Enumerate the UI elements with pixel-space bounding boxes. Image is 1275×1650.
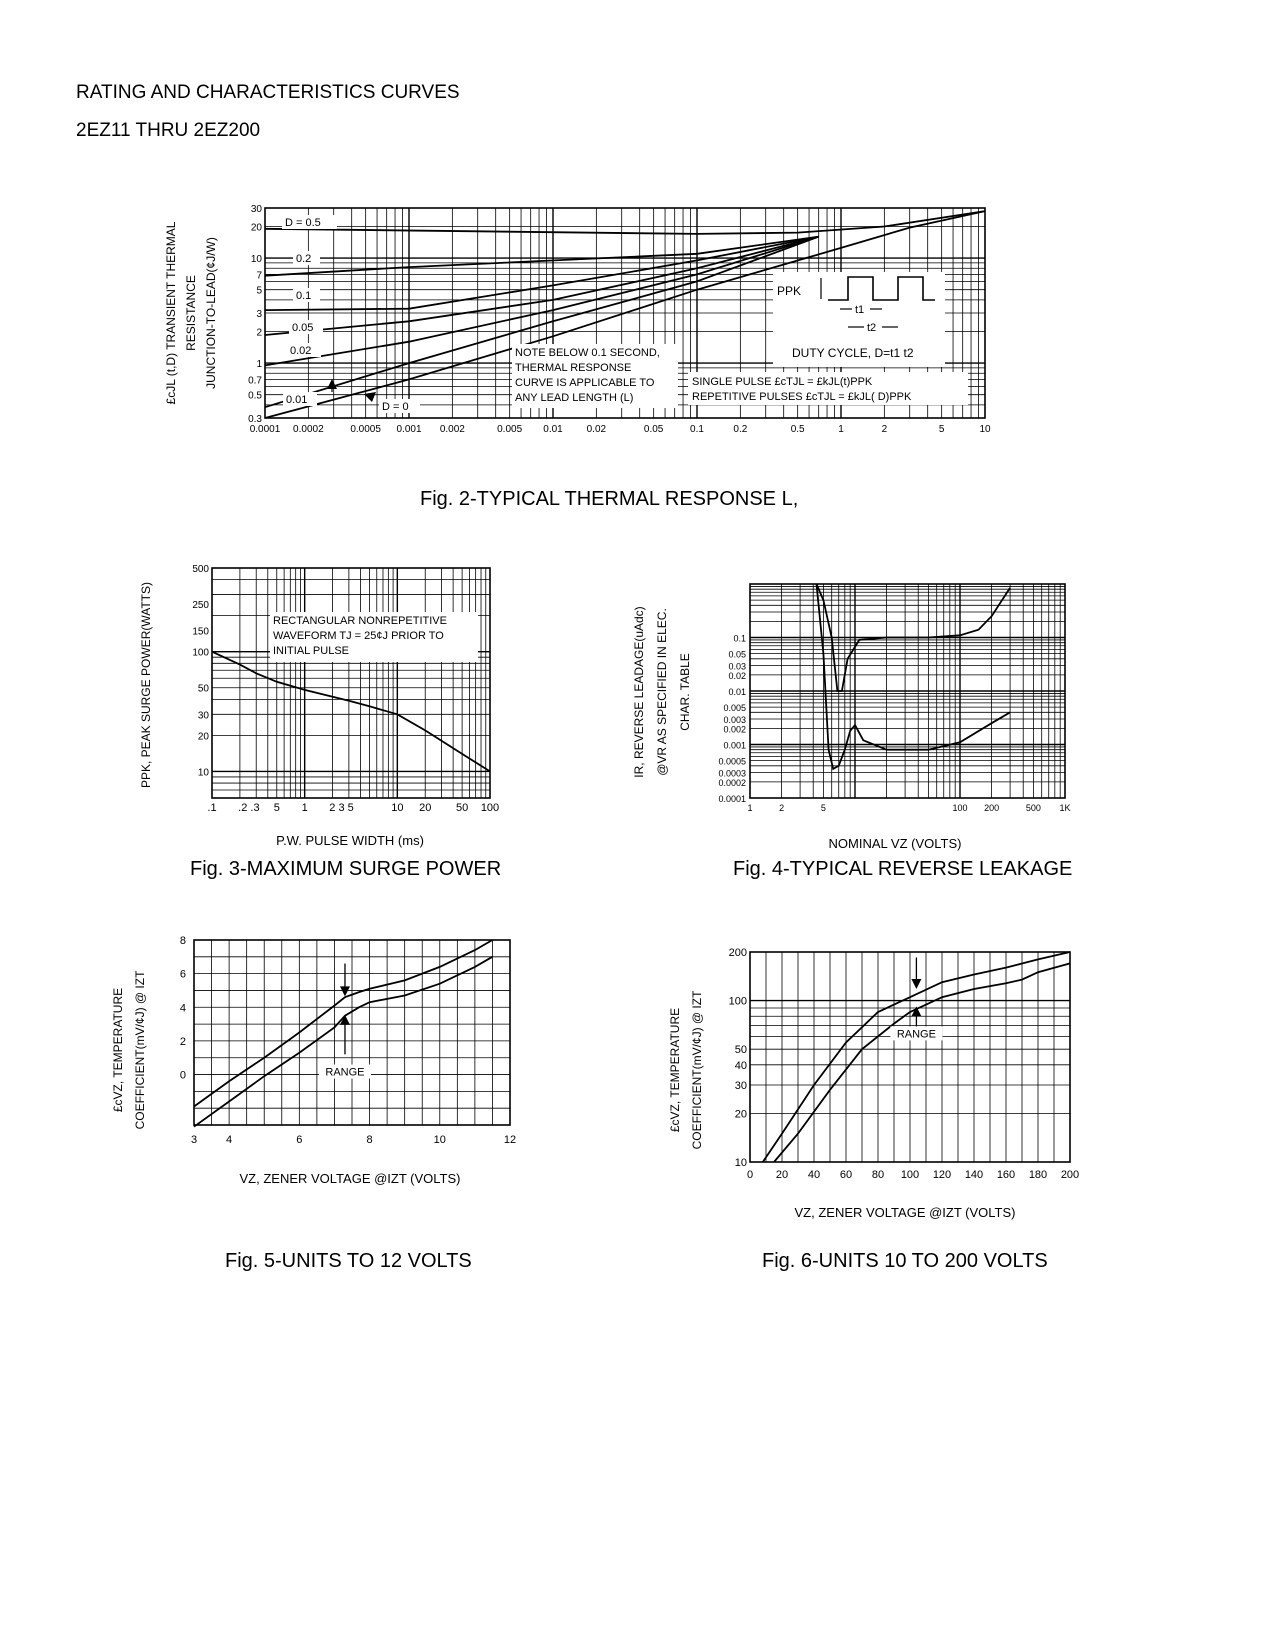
- fig2-xtick-label: 0.02: [586, 424, 607, 435]
- fig3-ytick-label: 30: [197, 710, 209, 722]
- page-title: RATING AND CHARACTERISTICS CURVES: [76, 82, 460, 103]
- fig3-ytick-label: 50: [197, 683, 209, 695]
- fig2-ytick-label: 0.5: [248, 390, 262, 402]
- fig3-ytick-label: 500: [192, 564, 209, 575]
- fig5-xlabel: VZ, ZENER VOLTAGE @IZT (VOLTS): [239, 1171, 461, 1186]
- fig2-curve-label: 0.05: [292, 322, 314, 334]
- fig2-curve-label: 0.01: [286, 394, 308, 406]
- fig6-xtick-label: 100: [900, 1169, 920, 1181]
- fig6-xtick-label: 120: [932, 1169, 952, 1181]
- fig5-ytick-label: 0: [179, 1069, 186, 1082]
- fig3-ytick-label: 100: [192, 647, 209, 659]
- fig6-xtick-label: 180: [1028, 1169, 1048, 1181]
- fig5-xtick-label: 6: [296, 1134, 303, 1146]
- fig2-xtick-label: 0.1: [690, 424, 704, 435]
- fig5-xtick-label: 10: [433, 1134, 446, 1146]
- fig6-xtick-label: 60: [839, 1169, 853, 1181]
- fig5-ylabel: COEFFICIENT(mV/¢J) @ IZT: [133, 970, 147, 1130]
- fig4-ytick-label: 0.0003: [718, 768, 746, 779]
- fig5-xtick-label: 12: [503, 1134, 517, 1146]
- fig2-ylabel: RESISTANCE: [184, 275, 198, 351]
- fig2-curve-label: 0.2: [296, 253, 312, 265]
- fig4-ytick-label: 0.05: [728, 649, 746, 660]
- fig4-ytick-label: 0.005: [723, 703, 746, 714]
- fig3-ylabel: PPK, PEAK SURGE POWER(WATTS): [139, 581, 153, 789]
- fig3-xtick-label: 5: [273, 802, 280, 814]
- fig2-ylabel: JUNCTION-TO-LEAD(¢J/W): [204, 237, 218, 389]
- fig6-ytick-label: 30: [734, 1079, 747, 1092]
- fig4-xtick-label: 100: [952, 803, 968, 813]
- fig2-xtick-label: 0.005: [497, 424, 523, 435]
- fig3-xtick-label: 50: [455, 802, 469, 814]
- fig2-ytick-label: 0.3: [248, 414, 262, 425]
- fig3-xtick-label: 10: [391, 802, 404, 814]
- fig3-xtick-label: 20: [419, 802, 432, 814]
- fig2-ytick-label: 1: [256, 359, 262, 371]
- fig4-ytick-label: 0.0005: [718, 756, 746, 767]
- fig6-range-arrow-down-icon: [911, 979, 921, 989]
- fig5-ytick-label: 2: [179, 1035, 186, 1048]
- fig6-ytick-label: 50: [734, 1044, 747, 1057]
- fig2-xtick-label: 0.0002: [293, 424, 324, 435]
- fig5-ylabel: £cVZ, TEMPERATURE: [111, 987, 125, 1113]
- fig2-ylabel: £cJL (t,D) TRANSIENT THERMAL: [164, 221, 178, 405]
- fig2-ytick-label: 3: [256, 309, 262, 320]
- fig4-xtick-label: 1: [747, 803, 753, 813]
- fig2-xtick-label: 0.01: [543, 424, 563, 435]
- fig2-t2-label: t2: [867, 322, 877, 334]
- fig3-note-text: WAVEFORM TJ = 25¢J PRIOR TO: [273, 630, 444, 642]
- fig6-xtick-label: 140: [964, 1169, 984, 1181]
- fig6-ytick-label: 200: [728, 947, 747, 959]
- fig6-series-2-line: [774, 963, 1070, 1162]
- fig6-range-label: RANGE: [896, 1028, 936, 1041]
- fig2-xtick-label: 0.0005: [350, 424, 381, 435]
- fig2-xtick-label: 0.001: [396, 424, 422, 435]
- fig6-xtick-label: 160: [996, 1169, 1016, 1181]
- fig2-ppk-label: PPK: [777, 284, 802, 298]
- fig2-pulse-text: REPETITIVE PULSES £cTJL = £kJL( D)PPK: [692, 391, 912, 403]
- fig2-ytick-label: 2: [256, 327, 262, 339]
- fig2-note-text: ANY LEAD LENGTH (L): [515, 392, 634, 404]
- fig6-ylabel: £cVZ, TEMPERATURE: [668, 1007, 682, 1133]
- fig2-xtick-label: 10: [979, 424, 991, 435]
- fig2-xtick-label: 0.05: [643, 424, 664, 435]
- fig3-note-text: RECTANGULAR NONREPETITIVE: [273, 615, 447, 627]
- fig3-xtick-label: 2 3 5: [329, 802, 354, 814]
- fig2-note-text: THERMAL RESPONSE: [515, 362, 632, 374]
- fig4-ytick-label: 0.002: [723, 724, 746, 735]
- fig5-xtick-label: 4: [226, 1134, 233, 1146]
- fig2-ytick-label: 10: [250, 254, 262, 266]
- fig3-ytick-label: 250: [192, 600, 209, 612]
- fig3-xtick-label: .2 .3: [238, 802, 260, 814]
- fig4-ylabel: @VR AS SPECIFIED IN ELEC.: [655, 608, 669, 776]
- fig4-ytick-label: 0.001: [723, 740, 746, 751]
- fig2-note-text: NOTE BELOW 0.1 SECOND,: [515, 347, 660, 359]
- fig4-xtick-label: 1K: [1059, 803, 1071, 813]
- fig2-caption: Fig. 2-TYPICAL THERMAL RESPONSE L,: [420, 488, 799, 510]
- fig4-ytick-label: 0.003: [723, 714, 746, 725]
- fig3-xtick-label: 100: [480, 802, 500, 814]
- fig4-ytick-label: 0.03: [728, 661, 746, 672]
- fig2-xtick-label: 0.5: [790, 424, 805, 435]
- fig2-ytick-label: 20: [250, 222, 262, 234]
- fig6-caption: Fig. 6-UNITS 10 TO 200 VOLTS: [762, 1250, 1048, 1272]
- fig2-duty-label: DUTY CYCLE, D=t1 t2: [792, 346, 914, 360]
- fig2-curve-label: D = 0: [382, 401, 409, 413]
- page-subtitle: 2EZ11 THRU 2EZ200: [76, 120, 261, 141]
- fig4-xtick-label: 5: [820, 803, 826, 813]
- fig4-ytick-label: 0.1: [733, 633, 746, 644]
- fig6-xlabel: VZ, ZENER VOLTAGE @IZT (VOLTS): [794, 1205, 1016, 1220]
- fig4-ytick-label: 0.0002: [718, 777, 746, 788]
- fig4-xtick-label: 2: [779, 803, 785, 813]
- fig6-ytick-label: 20: [734, 1108, 747, 1121]
- fig4-ylabel: CHAR. TABLE: [678, 653, 692, 731]
- fig2-curve-label: 0.1: [296, 290, 312, 302]
- fig4-ytick-label: 0.02: [728, 670, 746, 681]
- fig6-ytick-label: 10: [734, 1157, 747, 1169]
- fig2-ytick-label: 0.7: [248, 375, 262, 387]
- fig2-xtick-label: 2: [881, 424, 888, 435]
- fig2-pulse-text: SINGLE PULSE £cTJL = £kJL(t)PPK: [692, 376, 873, 388]
- fig4-xtick-label: 500: [1025, 803, 1041, 813]
- fig2-xtick-label: 0.2: [733, 424, 748, 435]
- fig4-ytick-label: 0.0001: [718, 794, 746, 804]
- fig4-ylabel: IR, REVERSE LEADAGE(uAdc): [632, 606, 646, 778]
- fig2-xtick-label: 5: [938, 424, 945, 435]
- fig3-caption: Fig. 3-MAXIMUM SURGE POWER: [190, 858, 502, 880]
- fig4-caption: Fig. 4-TYPICAL REVERSE LEAKAGE: [733, 858, 1073, 880]
- fig3-ytick-label: 150: [192, 626, 209, 638]
- fig2-t1-label: t1: [855, 304, 865, 316]
- fig2-ytick-label: 5: [256, 285, 262, 297]
- fig2-curve-label: D = 0.5: [285, 217, 321, 229]
- fig3-xtick-label: 1: [301, 802, 308, 814]
- fig2-xtick-label: 0.0001: [249, 424, 281, 435]
- fig5-range-label: RANGE: [325, 1066, 365, 1079]
- fig5-ytick-label: 4: [179, 1002, 186, 1015]
- fig5-ytick-label: 6: [179, 968, 186, 981]
- fig2-ytick-label: 30: [250, 204, 262, 215]
- fig6-xtick-label: 0: [746, 1169, 754, 1181]
- fig3-ytick-label: 20: [197, 731, 209, 743]
- fig6-ytick-label: 40: [734, 1059, 747, 1072]
- fig6-ylabel: COEFFICIENT(mV/¢J) @ IZT: [690, 990, 704, 1150]
- fig5-xtick-label: 3: [190, 1134, 198, 1146]
- fig6-xtick-label: 200: [1060, 1169, 1080, 1181]
- fig2-note-text: CURVE IS APPLICABLE TO: [515, 377, 655, 389]
- fig6-xtick-label: 40: [807, 1169, 821, 1181]
- fig3-xtick-label: .1: [207, 802, 217, 814]
- fig2-ytick-label: 7: [256, 270, 262, 282]
- fig3-xlabel: P.W. PULSE WIDTH (ms): [276, 833, 424, 848]
- fig4-xlabel: NOMINAL VZ (VOLTS): [828, 836, 962, 851]
- fig5-xtick-label: 8: [366, 1134, 373, 1146]
- fig4-xtick-label: 200: [984, 803, 1000, 813]
- fig6-xtick-label: 80: [871, 1169, 885, 1181]
- fig3-note-text: INITIAL PULSE: [273, 645, 350, 657]
- fig4-ytick-label: 0.01: [728, 687, 746, 697]
- fig2-xtick-label: 1: [838, 424, 844, 435]
- fig2-xtick-label: 0.002: [439, 424, 465, 435]
- fig2-curve-label: 0.02: [290, 345, 312, 357]
- fig5-caption: Fig. 5-UNITS TO 12 VOLTS: [225, 1250, 472, 1272]
- fig6-ytick-label: 100: [728, 995, 747, 1008]
- fig6-xtick-label: 20: [775, 1169, 789, 1181]
- fig3-ytick-label: 10: [197, 767, 209, 779]
- fig5-ytick-label: 8: [179, 935, 186, 947]
